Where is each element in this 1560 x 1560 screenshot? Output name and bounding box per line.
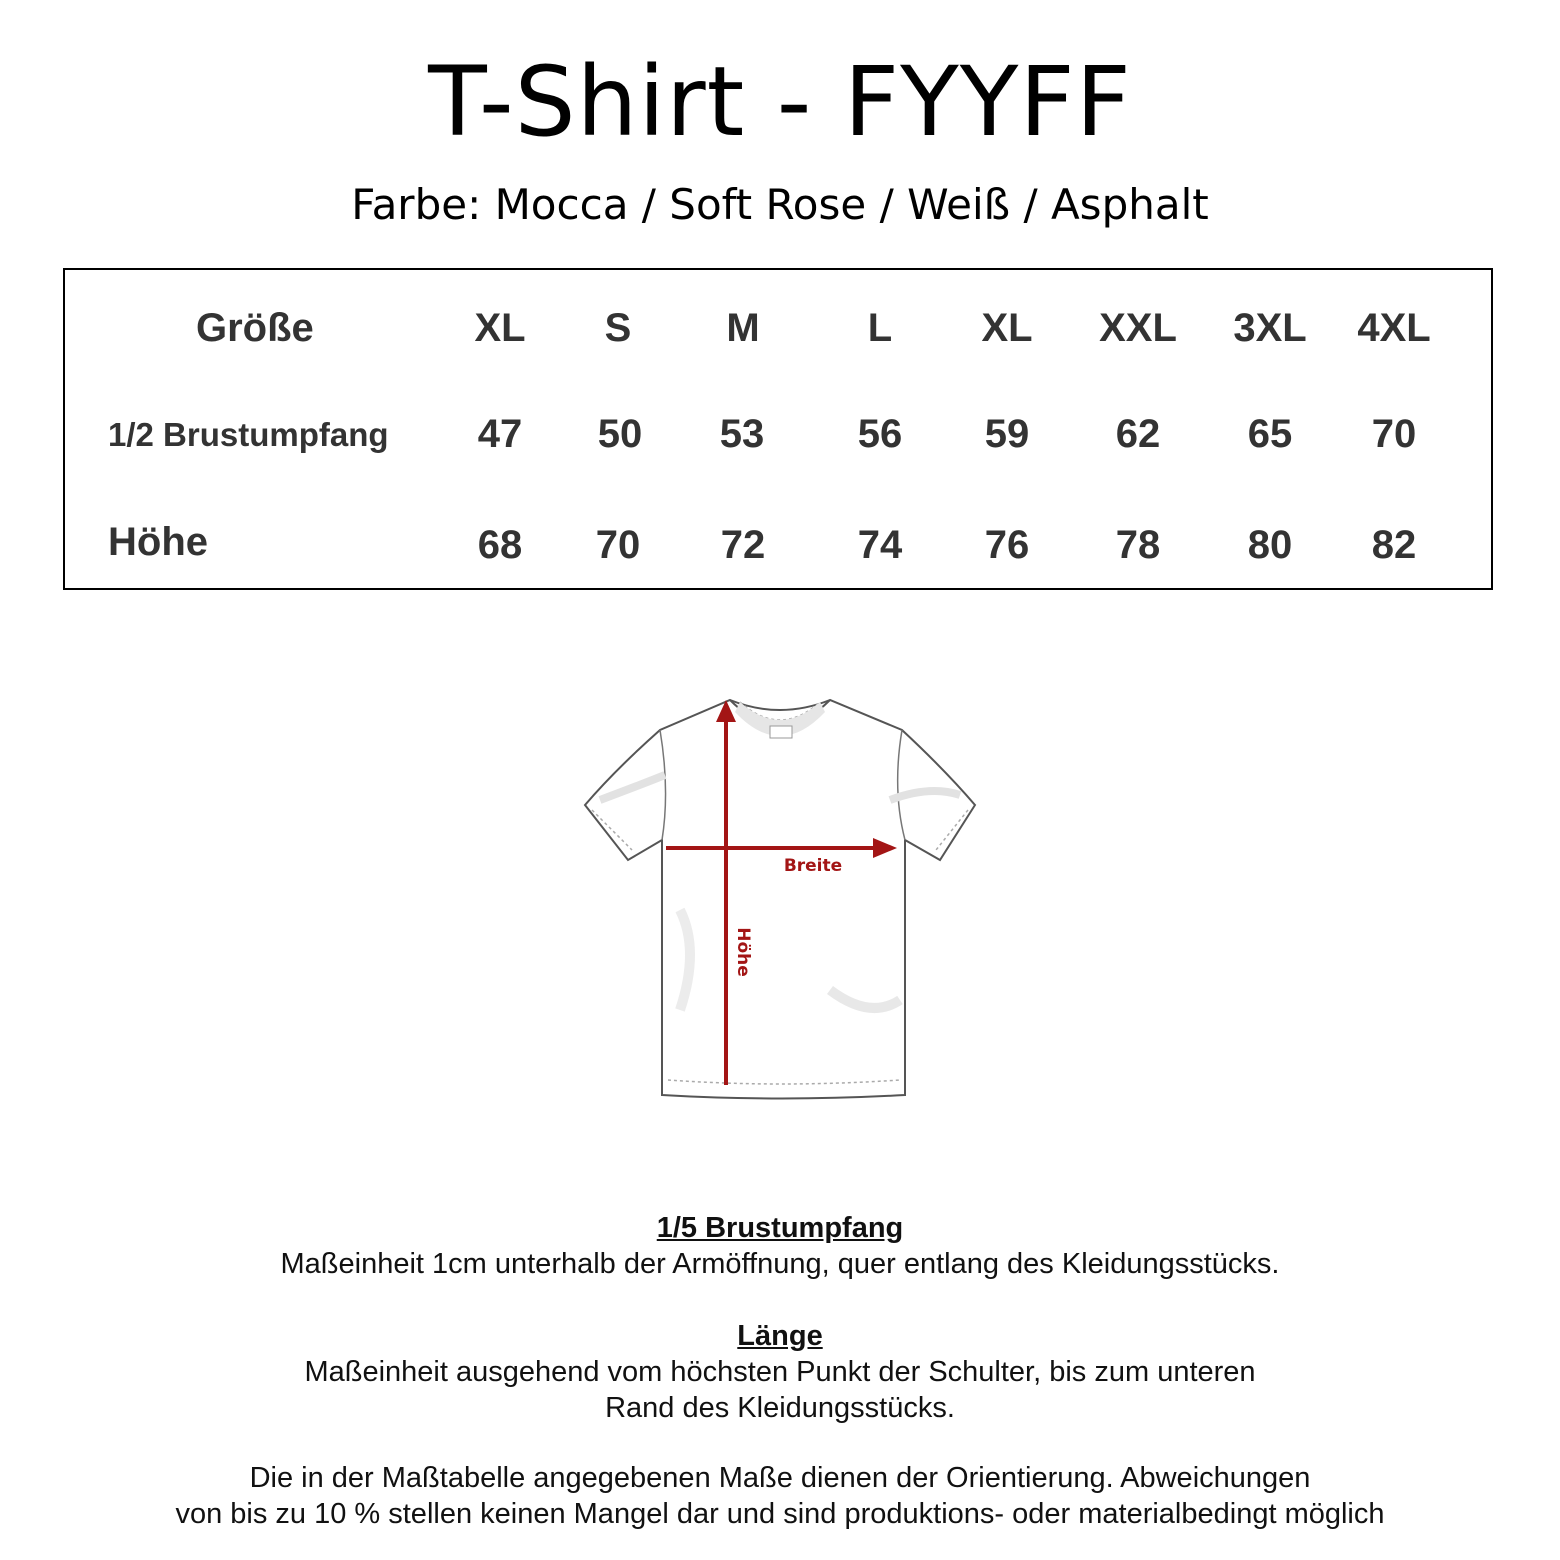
disclaimer-line-2: von bis zu 10 % stellen keinen Mangel dar und sind produktions- oder materialbedingt möglich: [175, 1498, 1385, 1530]
height-label: Höhe: [733, 927, 753, 977]
size-cell: XL: [981, 306, 1033, 350]
height-cell: 82: [1371, 523, 1417, 567]
chest-cell: 56: [857, 412, 903, 456]
tshirt-diagram: [580, 690, 980, 1110]
length-note-text-2: Rand des Kleidungsstücks.: [605, 1392, 955, 1424]
row-label-chest: 1/2 Brustumpfang: [108, 416, 389, 453]
chest-cell: 47: [477, 412, 523, 456]
chest-cell: 59: [984, 412, 1030, 456]
size-cell: L: [867, 306, 893, 350]
length-note: [0, 1318, 1560, 1426]
row-label-height: Höhe: [108, 520, 208, 564]
length-note-text-1: Maßeinheit ausgehend vom höchsten Punkt der Schulter, bis zum unteren: [304, 1356, 1256, 1388]
chest-note: [0, 1210, 1560, 1282]
height-cell: 72: [720, 523, 766, 567]
size-cell: 3XL: [1233, 306, 1307, 350]
size-cell: XXL: [1099, 306, 1177, 350]
disclaimer: [0, 1460, 1560, 1532]
height-cell: 68: [477, 523, 523, 567]
chest-cell: 62: [1115, 412, 1161, 456]
height-cell: 80: [1247, 523, 1293, 567]
size-cell: XL: [474, 306, 526, 350]
size-cell: 4XL: [1357, 306, 1431, 350]
chest-note-heading: 1/5 Brustumpfang: [656, 1212, 904, 1244]
chest-cell: 70: [1371, 412, 1417, 456]
chest-note-text: Maßeinheit 1cm unterhalb der Armöffnung, quer entlang des Kleidungsstücks.: [280, 1248, 1280, 1280]
height-cell: 76: [984, 523, 1030, 567]
tshirt-outline-icon: [585, 700, 975, 1099]
chest-cell: 65: [1247, 412, 1293, 456]
width-label: Breite: [783, 856, 843, 876]
row-label-size: Größe: [196, 306, 314, 350]
size-cell: M: [726, 306, 760, 350]
color-options: Farbe: Mocca / Soft Rose / Weiß / Asphalt: [351, 180, 1209, 229]
chest-cell: 50: [597, 412, 643, 456]
size-cell: S: [604, 306, 632, 350]
height-cell: 70: [595, 523, 641, 567]
page-title: T-Shirt - FYYFF: [428, 46, 1132, 158]
size-table: [63, 268, 1493, 590]
height-cell: 78: [1115, 523, 1161, 567]
chest-cell: 53: [719, 412, 765, 456]
disclaimer-line-1: Die in der Maßtabelle angegebenen Maße dienen der Orientierung. Abweichungen: [249, 1462, 1311, 1494]
height-cell: 74: [857, 523, 903, 567]
length-note-heading: Länge: [737, 1320, 823, 1352]
